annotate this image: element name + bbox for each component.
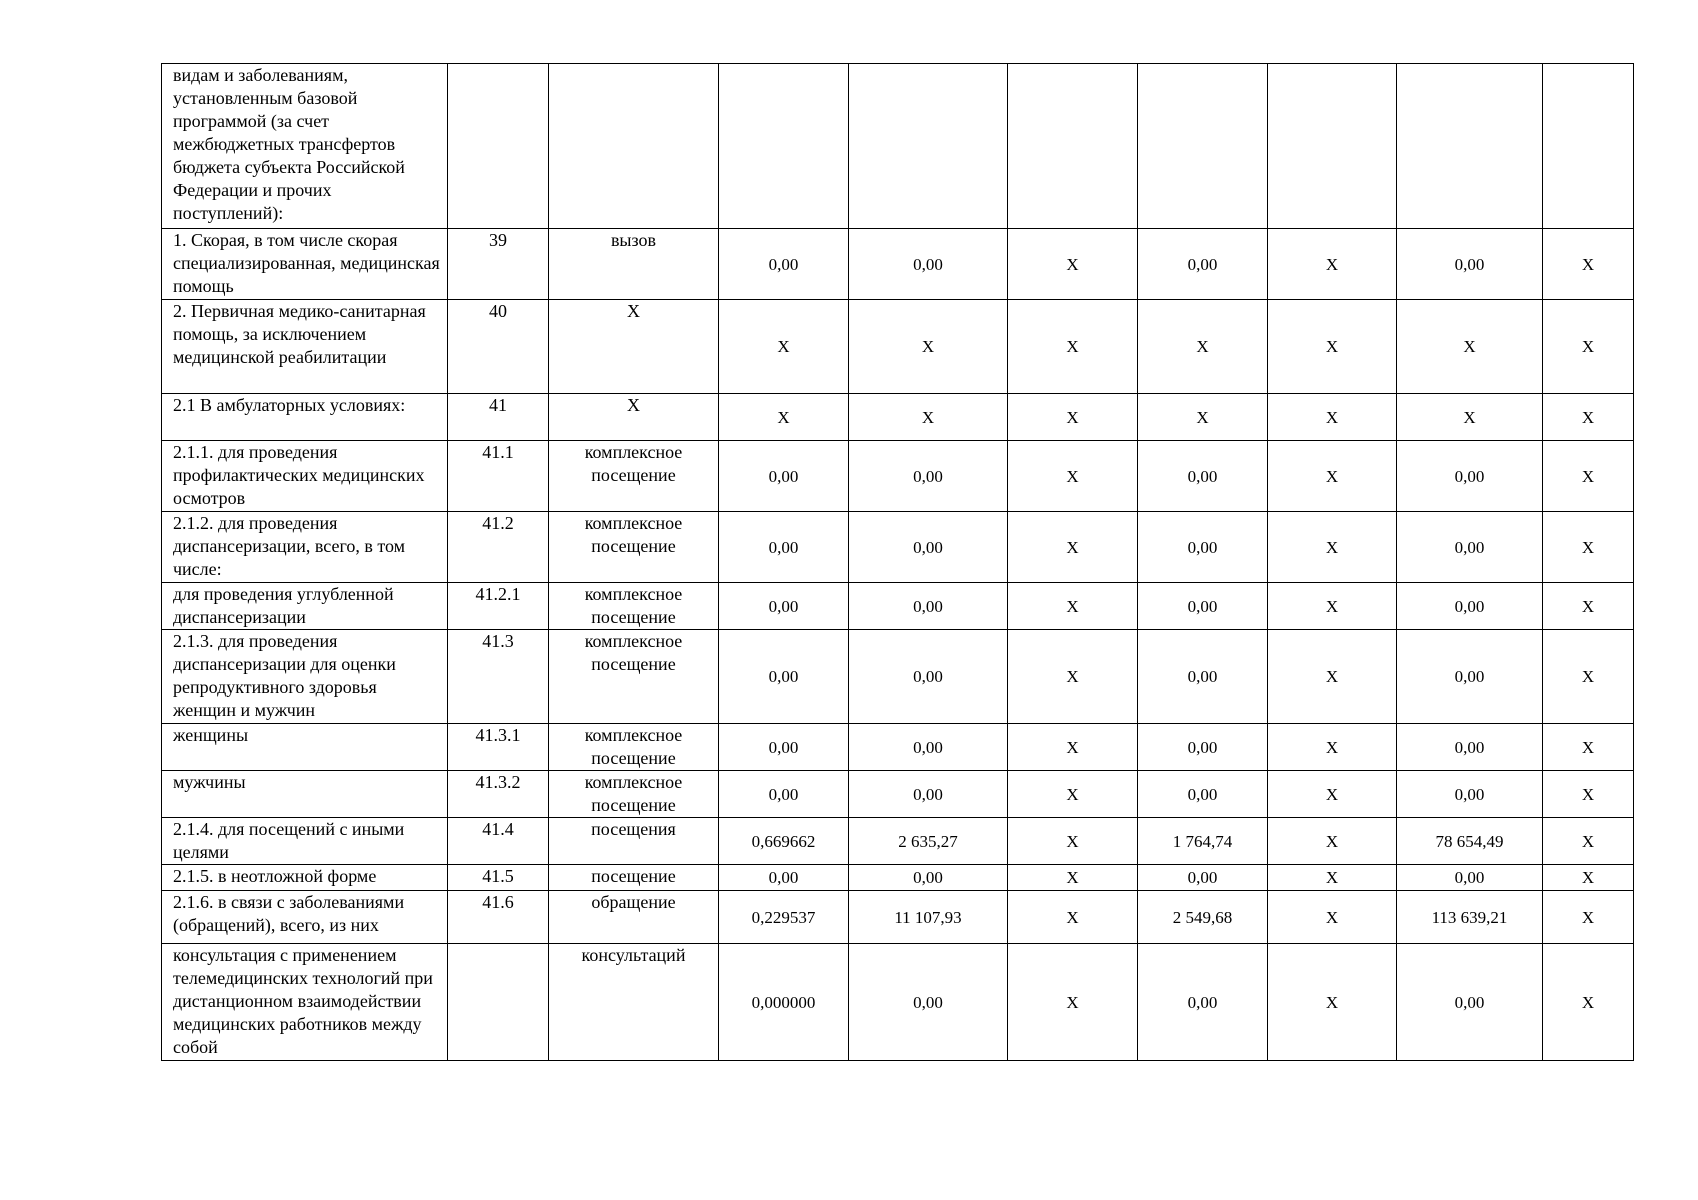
value-cell: 0,00 — [719, 441, 849, 512]
value-cell: X — [1543, 394, 1634, 441]
table-row — [162, 300, 1634, 394]
value-cell: 0,00 — [719, 583, 849, 630]
value-cell: X — [1543, 724, 1634, 771]
value-cell: X — [1268, 229, 1397, 300]
value-cell: X — [1138, 300, 1268, 394]
table-row — [162, 229, 1634, 300]
value-cell: X — [1543, 771, 1634, 818]
table-row — [162, 630, 1634, 724]
row-name-cell: 2.1 В амбулаторных условиях: — [162, 394, 448, 441]
value-cell — [1543, 64, 1634, 229]
value-cell — [1008, 64, 1138, 229]
value-cell: 0,00 — [1138, 583, 1268, 630]
table-row — [162, 771, 1634, 818]
value-cell: 0,00 — [849, 512, 1008, 583]
value-cell: X — [1268, 865, 1397, 891]
row-code-cell: 41.4 — [448, 818, 549, 865]
value-cell: 0,00 — [719, 724, 849, 771]
value-cell: 0,00 — [1397, 441, 1543, 512]
value-cell: 0,00 — [1397, 630, 1543, 724]
value-cell: 0,00 — [849, 441, 1008, 512]
row-code-cell: 40 — [448, 300, 549, 394]
value-cell: X — [1268, 630, 1397, 724]
value-cell: X — [1543, 583, 1634, 630]
value-cell: X — [1543, 229, 1634, 300]
value-cell: X — [1008, 441, 1138, 512]
row-unit-cell: вызов — [549, 229, 719, 300]
row-name-cell: мужчины — [162, 771, 448, 818]
row-unit-cell: обращение — [549, 891, 719, 944]
value-cell: 0,00 — [849, 944, 1008, 1061]
value-cell: X — [1268, 441, 1397, 512]
value-cell: 78 654,49 — [1397, 818, 1543, 865]
value-cell: X — [1008, 771, 1138, 818]
value-cell: 113 639,21 — [1397, 891, 1543, 944]
value-cell: 0,00 — [719, 771, 849, 818]
row-name-cell: 1. Скорая, в том числе скорая специализированная, медицинская помощь — [162, 229, 448, 300]
table-row — [162, 891, 1634, 944]
value-cell: X — [1543, 512, 1634, 583]
value-cell: 0,00 — [849, 771, 1008, 818]
value-cell: X — [1268, 944, 1397, 1061]
table-row — [162, 724, 1634, 771]
value-cell: X — [1008, 724, 1138, 771]
row-unit-cell — [549, 64, 719, 229]
data-table — [161, 63, 1634, 1061]
table-row — [162, 64, 1634, 229]
row-name-cell: для проведения углубленной диспансеризации — [162, 583, 448, 630]
value-cell: 2 549,68 — [1138, 891, 1268, 944]
value-cell: 0,669662 — [719, 818, 849, 865]
value-cell: X — [1008, 583, 1138, 630]
table-row — [162, 512, 1634, 583]
table-row — [162, 583, 1634, 630]
row-name-cell: 2.1.2. для проведения диспансеризации, всего, в том числе: — [162, 512, 448, 583]
value-cell: X — [1268, 724, 1397, 771]
value-cell: 2 635,27 — [849, 818, 1008, 865]
row-code-cell: 41.3.1 — [448, 724, 549, 771]
table-row — [162, 394, 1634, 441]
value-cell: 0,00 — [719, 229, 849, 300]
value-cell: 0,00 — [1397, 229, 1543, 300]
row-name-cell: консультация с применением телемедицинских технологий при дистанционном взаимодействии медицинских работников между собой — [162, 944, 448, 1061]
value-cell: 0,00 — [849, 724, 1008, 771]
row-code-cell: 41.1 — [448, 441, 549, 512]
row-unit-cell: комплексное посещение — [549, 441, 719, 512]
row-unit-cell: комплексное посещение — [549, 512, 719, 583]
value-cell: X — [1543, 865, 1634, 891]
row-code-cell: 41.5 — [448, 865, 549, 891]
row-name-cell: женщины — [162, 724, 448, 771]
value-cell: X — [1008, 229, 1138, 300]
row-unit-cell: консультаций — [549, 944, 719, 1061]
value-cell: 0,00 — [1397, 583, 1543, 630]
value-cell: 1 764,74 — [1138, 818, 1268, 865]
row-name-cell: видам и заболеваниям, установленным базовой программой (за счет межбюджетных трансфертов бюджета субъекта Российской Федерации и прочих поступлений): — [162, 64, 448, 229]
value-cell: 0,00 — [1138, 771, 1268, 818]
table-row — [162, 944, 1634, 1061]
value-cell: X — [1268, 771, 1397, 818]
value-cell: X — [1008, 512, 1138, 583]
value-cell: X — [1397, 300, 1543, 394]
value-cell: 0,229537 — [719, 891, 849, 944]
row-code-cell: 39 — [448, 229, 549, 300]
row-unit-cell: комплексное посещение — [549, 771, 719, 818]
value-cell: 0,00 — [1397, 771, 1543, 818]
row-code-cell: 41.3.2 — [448, 771, 549, 818]
row-code-cell — [448, 64, 549, 229]
value-cell: 0,00 — [1138, 229, 1268, 300]
row-unit-cell: посещения — [549, 818, 719, 865]
value-cell: X — [1543, 441, 1634, 512]
value-cell: X — [1268, 300, 1397, 394]
value-cell: 0,000000 — [719, 944, 849, 1061]
row-unit-cell: комплексное посещение — [549, 630, 719, 724]
value-cell: X — [1008, 891, 1138, 944]
value-cell: 0,00 — [1138, 724, 1268, 771]
value-cell: 0,00 — [719, 512, 849, 583]
row-code-cell: 41.2.1 — [448, 583, 549, 630]
row-unit-cell: посещение — [549, 865, 719, 891]
value-cell — [849, 64, 1008, 229]
value-cell: 11 107,93 — [849, 891, 1008, 944]
value-cell: X — [1008, 630, 1138, 724]
row-name-cell: 2.1.5. в неотложной форме — [162, 865, 448, 891]
value-cell: X — [1543, 300, 1634, 394]
value-cell: 0,00 — [719, 630, 849, 724]
table-row — [162, 818, 1634, 865]
value-cell: X — [1543, 818, 1634, 865]
row-unit-cell: комплексное посещение — [549, 724, 719, 771]
row-name-cell: 2.1.3. для проведения диспансеризации для оценки репродуктивного здоровья женщин и мужчин — [162, 630, 448, 724]
row-code-cell: 41.6 — [448, 891, 549, 944]
row-code-cell: 41.2 — [448, 512, 549, 583]
value-cell: 0,00 — [1397, 865, 1543, 891]
value-cell: X — [1008, 865, 1138, 891]
row-name-cell: 2.1.1. для проведения профилактических медицинских осмотров — [162, 441, 448, 512]
value-cell: 0,00 — [1397, 724, 1543, 771]
value-cell: X — [1268, 394, 1397, 441]
value-cell: X — [1008, 944, 1138, 1061]
value-cell: X — [1008, 818, 1138, 865]
row-code-cell — [448, 944, 549, 1061]
row-unit-cell: X — [549, 300, 719, 394]
value-cell: X — [719, 394, 849, 441]
value-cell: 0,00 — [1397, 512, 1543, 583]
table-row — [162, 865, 1634, 891]
value-cell: X — [1543, 891, 1634, 944]
value-cell: X — [1268, 818, 1397, 865]
value-cell: 0,00 — [849, 583, 1008, 630]
value-cell: 0,00 — [849, 865, 1008, 891]
value-cell: X — [1138, 394, 1268, 441]
value-cell: X — [1008, 300, 1138, 394]
row-code-cell: 41 — [448, 394, 549, 441]
value-cell: 0,00 — [1397, 944, 1543, 1061]
value-cell: 0,00 — [719, 865, 849, 891]
value-cell — [1268, 64, 1397, 229]
row-unit-cell: X — [549, 394, 719, 441]
value-cell: 0,00 — [1138, 512, 1268, 583]
value-cell: 0,00 — [1138, 441, 1268, 512]
value-cell: X — [1008, 394, 1138, 441]
value-cell: X — [849, 300, 1008, 394]
value-cell: 0,00 — [1138, 944, 1268, 1061]
row-code-cell: 41.3 — [448, 630, 549, 724]
row-unit-cell: комплексное посещение — [549, 583, 719, 630]
value-cell: X — [1543, 630, 1634, 724]
value-cell: X — [1543, 944, 1634, 1061]
row-name-cell: 2.1.4. для посещений с иными целями — [162, 818, 448, 865]
value-cell: X — [1397, 394, 1543, 441]
value-cell: 0,00 — [1138, 630, 1268, 724]
value-cell: 0,00 — [849, 630, 1008, 724]
value-cell — [719, 64, 849, 229]
value-cell: X — [1268, 583, 1397, 630]
value-cell — [1397, 64, 1543, 229]
value-cell — [1138, 64, 1268, 229]
value-cell: 0,00 — [1138, 865, 1268, 891]
row-name-cell: 2. Первичная медико-санитарная помощь, за исключением медицинской реабилитации — [162, 300, 448, 394]
row-name-cell: 2.1.6. в связи с заболеваниями (обращений), всего, из них — [162, 891, 448, 944]
value-cell: X — [1268, 891, 1397, 944]
value-cell: X — [719, 300, 849, 394]
value-cell: X — [849, 394, 1008, 441]
value-cell: 0,00 — [849, 229, 1008, 300]
table-body — [162, 64, 1634, 1061]
value-cell: X — [1268, 512, 1397, 583]
table-row — [162, 441, 1634, 512]
